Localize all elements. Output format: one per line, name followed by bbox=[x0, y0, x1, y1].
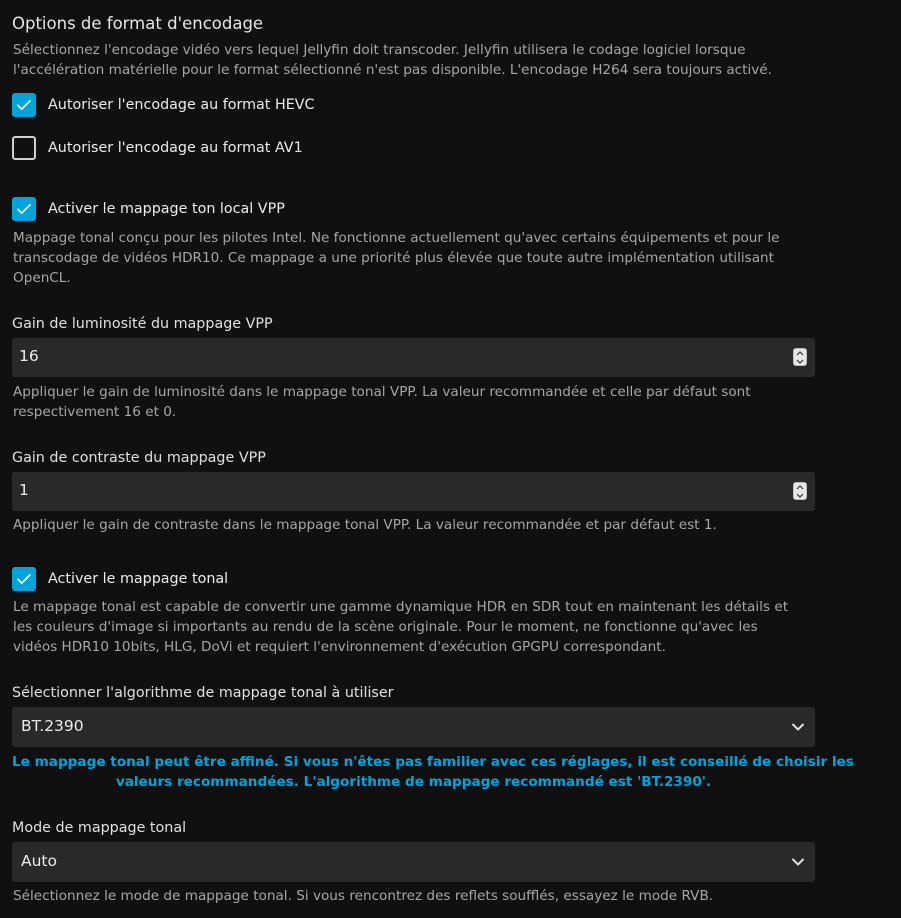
tonemap-mode-label: Mode de mappage tonal bbox=[12, 820, 187, 836]
tonemap-checkbox[interactable] bbox=[12, 567, 36, 591]
tonemap-description-line: les couleurs d'image si importants au rendu de la scène originale. Pour le moment, ne fonctionne qu'avec les bbox=[13, 619, 758, 635]
brightness-gain-input[interactable] bbox=[12, 338, 815, 377]
contrast-gain-input[interactable] bbox=[12, 472, 815, 511]
brightness-gain-value: 16 bbox=[19, 347, 39, 365]
tonemap-mode-select[interactable] bbox=[12, 842, 815, 882]
vpp-tonemap-description-line: Mappage tonal conçu pour les pilotes Intel. Ne fonctionne actuellement qu'avec certains équipements et pour le bbox=[13, 230, 780, 246]
spinner-up-arrow[interactable] bbox=[794, 349, 806, 357]
contrast-gain-value: 1 bbox=[19, 481, 29, 499]
spinner-arrows-icon[interactable] bbox=[793, 348, 807, 366]
tonemap-description bbox=[13, 597, 788, 657]
vpp-tonemap-description-line: transcodage de vidéos HDR10. Ce mappage a une priorité plus élevée que toute autre implémentation utilisant bbox=[13, 250, 774, 266]
spinner-up-arrow[interactable] bbox=[794, 483, 806, 491]
av1-label: Autoriser l'encodage au format AV1 bbox=[48, 140, 303, 156]
hevc-label: Autoriser l'encodage au format HEVC bbox=[48, 97, 315, 113]
chevron-down-icon bbox=[791, 720, 805, 734]
encoding-description-line: l'accélération matérielle pour le format sélectionné n'est pas disponible. L'encodage H264 sera toujours activé. bbox=[13, 62, 772, 78]
tonemap-algorithm-note-line: Le mappage tonal peut être affiné. Si vous n'êtes pas familier avec ces réglages, il est conseillé de choisir les bbox=[12, 754, 854, 770]
vpp-tonemap-description-line: OpenCL. bbox=[13, 270, 71, 286]
contrast-gain-label: Gain de contraste du mappage VPP bbox=[12, 450, 266, 466]
tonemap-checkbox-row[interactable] bbox=[12, 565, 228, 593]
tonemap-description-line: Le mappage tonal est capable de convertir une gamme dynamique HDR en SDR tout en maintenant les détails et bbox=[13, 599, 789, 615]
tonemap-algorithm-note-line: valeurs recommandées. L'algorithme de mappage recommandé est 'BT.2390'. bbox=[115, 774, 712, 790]
section-title: Options de format d'encodage bbox=[12, 14, 264, 33]
encoding-description-line: Sélectionnez l'encodage vidéo vers lequel Jellyfin doit transcoder. Jellyfin utilisera le codage logiciel lorsque bbox=[13, 42, 746, 58]
tonemap-algorithm-value: BT.2390 bbox=[21, 717, 84, 735]
contrast-gain-description bbox=[13, 515, 717, 535]
checkmark-icon bbox=[15, 96, 33, 114]
av1-checkbox[interactable] bbox=[12, 136, 36, 160]
tonemap-mode-description bbox=[13, 886, 713, 906]
brightness-gain-description-line: respectivement 16 et 0. bbox=[13, 404, 177, 420]
checkmark-icon bbox=[15, 570, 33, 588]
brightness-gain-description bbox=[13, 382, 751, 422]
hevc-checkbox[interactable] bbox=[12, 93, 36, 117]
tonemap-mode-value: Auto bbox=[21, 852, 57, 870]
vpp-tonemap-label: Activer le mappage ton local VPP bbox=[48, 201, 285, 217]
vpp-tonemap-description bbox=[13, 228, 779, 288]
tonemap-label: Activer le mappage tonal bbox=[48, 571, 229, 587]
spinner-arrows-icon[interactable] bbox=[793, 482, 807, 500]
vpp-tonemap-checkbox-row[interactable] bbox=[12, 195, 285, 223]
tonemap-algorithm-select[interactable] bbox=[12, 707, 815, 747]
spinner-down-arrow[interactable] bbox=[794, 491, 806, 499]
tonemap-mode-description-line: Sélectionnez le mode de mappage tonal. Si vous rencontrez des reflets soufflés, essayez le mode RVB. bbox=[13, 888, 714, 904]
vpp-tonemap-checkbox[interactable] bbox=[12, 197, 36, 221]
brightness-gain-description-line: Appliquer le gain de luminosité dans le mappage tonal VPP. La valeur recommandée et celle par défaut sont bbox=[13, 384, 751, 400]
spinner-down-arrow[interactable] bbox=[794, 357, 806, 365]
checkmark-icon bbox=[15, 200, 33, 218]
encoding-description bbox=[13, 40, 772, 80]
brightness-gain-label: Gain de luminosité du mappage VPP bbox=[12, 316, 273, 332]
contrast-gain-description-line: Appliquer le gain de contraste dans le mappage tonal VPP. La valeur recommandée et par défaut est 1. bbox=[13, 517, 717, 533]
tonemap-algorithm-label: Sélectionner l'algorithme de mappage tonal à utiliser bbox=[12, 685, 394, 701]
av1-checkbox-row[interactable] bbox=[12, 134, 303, 162]
chevron-down-icon bbox=[791, 855, 805, 869]
tonemap-description-line: vidéos HDR10 10bits, HLG, DoVi et requiert l'environnement d'exécution GPGPU correspondant. bbox=[13, 639, 666, 655]
tonemap-algorithm-note bbox=[12, 752, 854, 792]
hevc-checkbox-row[interactable] bbox=[12, 91, 315, 119]
